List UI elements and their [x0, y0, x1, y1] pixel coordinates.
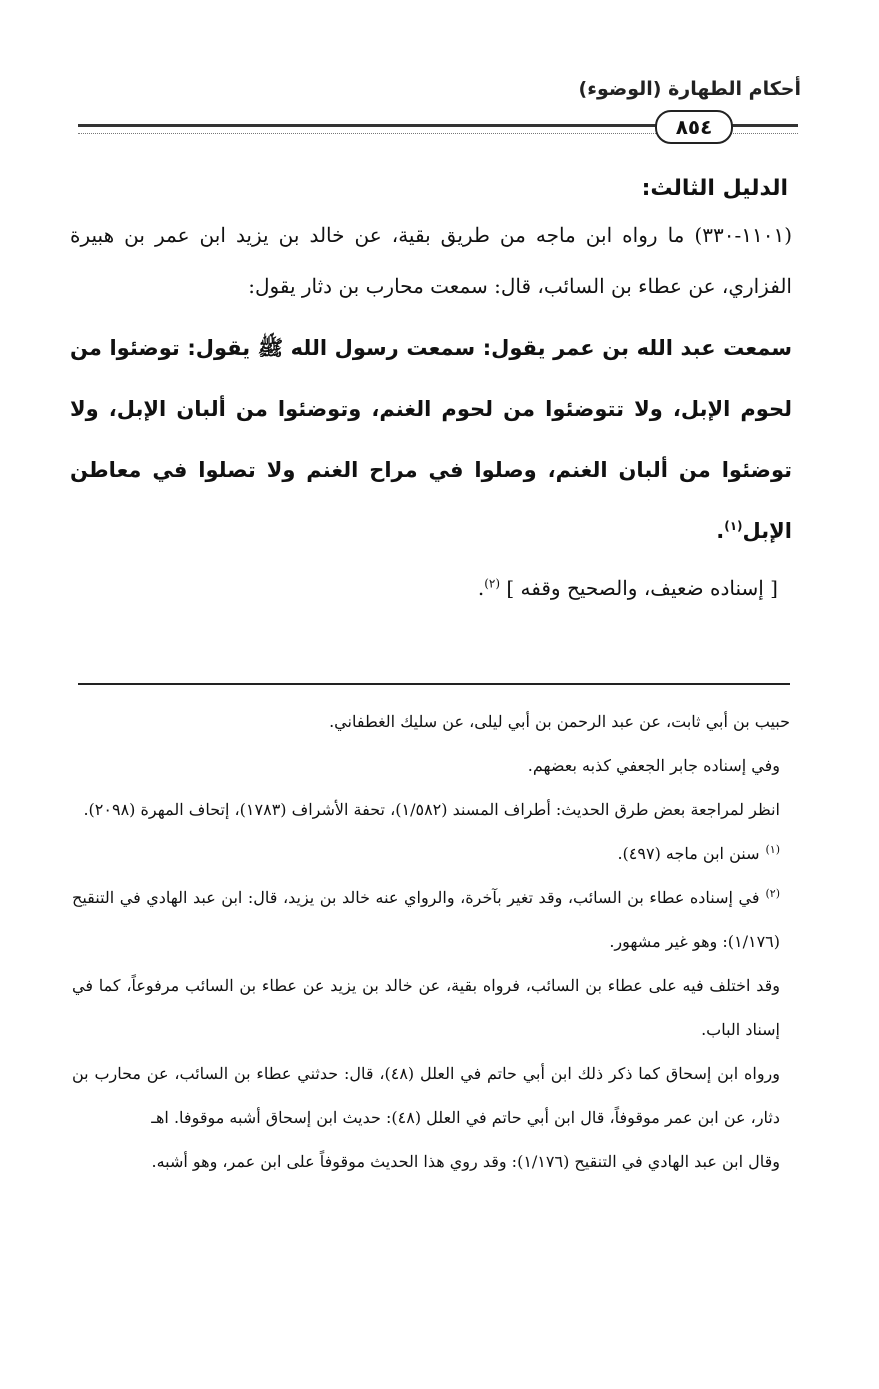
grading-end: . [477, 576, 485, 600]
page-number: ٨٥٤ [655, 110, 733, 144]
footnote-2-paragraph-2: وقد اختلف فيه على عطاء بن السائب، فرواه بقية، عن خالد بن يزيد عن عطاء بن السائب مرفوعاً، كما في إسناد الباب. [72, 976, 780, 1039]
grading-note [70, 564, 778, 612]
footnote-2-number: (٢) [765, 886, 780, 900]
grading-text: [ إسناده ضعيف، والصحيح وقفه ] [506, 576, 778, 600]
hadith-text [70, 318, 792, 562]
hadith-end: . [716, 519, 725, 543]
footnote-2-text: في إسناده عطاء بن السائب، وقد تغير بآخرة، والرواي عنه خالد بن يزيد، قال: ابن عبد الهادي في التنقيح (١/١٧٦): وهو غير مشهور. [72, 888, 780, 951]
footnote-2 [72, 876, 780, 964]
footnotes [72, 700, 790, 1184]
footnote-2-paragraph-4: وقال ابن عبد الهادي في التنقيح (١/١٧٦): وقد روي هذا الحديث موقوفاً على ابن عمر، وهو أشبه. [151, 1152, 780, 1171]
narration-paragraph [70, 210, 792, 312]
narration-text: (١١٠١-٣٣٠) ما رواه ابن ماجه من طريق بقية، عن خالد بن يزيد ابن عمر بن هبيرة الفزاري، عن عطاء بن السائب، قال: سمعت محارب بن دثار يقول: [70, 223, 792, 298]
footnote-continuation-1: حبيب بن أبي ثابت، عن عبد الرحمن بن أبي ليلى، عن سليك الغطفاني. [329, 712, 790, 731]
main-text [70, 168, 792, 612]
footnote-1 [72, 832, 780, 876]
footnote-continuation-2: وفي إسناده جابر الجعفي كذبه بعضهم. [527, 756, 780, 775]
footnote-1-number: (١) [765, 842, 780, 856]
footnote-marker-2[interactable]: (٢) [484, 576, 501, 591]
footnote-1-text: سنن ابن ماجه (٤٩٧). [617, 844, 760, 863]
footnote-continuation-3: انظر لمراجعة بعض طرق الحديث: أطراف المسند (١/٥٨٢)، تحفة الأشراف (١٧٨٣)، إتحاف المهرة (٢٠٩٨). [83, 800, 780, 819]
footnote-marker-1[interactable]: (١) [724, 519, 743, 533]
footnote-2-paragraph-3: ورواه ابن إسحاق كما ذكر ذلك ابن أبي حاتم في العلل (٤٨)، قال: حدثني عطاء بن السائب، عن محارب بن دثار، عن ابن عمر موقوفاً، قال ابن أبي حاتم في العلل (٤٨): حديث ابن إسحاق أشبه موقوفا. اهـ [72, 1064, 781, 1127]
running-title: أحكام الطهارة (الوضوء) [578, 78, 801, 100]
section-heading: الدليل الثالث: [641, 176, 788, 201]
hadith-body: سمعت عبد الله بن عمر يقول: سمعت رسول الله ﷺ يقول: توضئوا من لحوم الإبل، ولا تتوضئوا من لحوم الغنم، وتوضئوا من ألبان الإبل، ولا توضئوا من ألبان الغنم، وصلوا في مراح الغنم ولا تصلوا في معاطن الإبل [70, 336, 792, 543]
footnote-separator [78, 683, 790, 685]
